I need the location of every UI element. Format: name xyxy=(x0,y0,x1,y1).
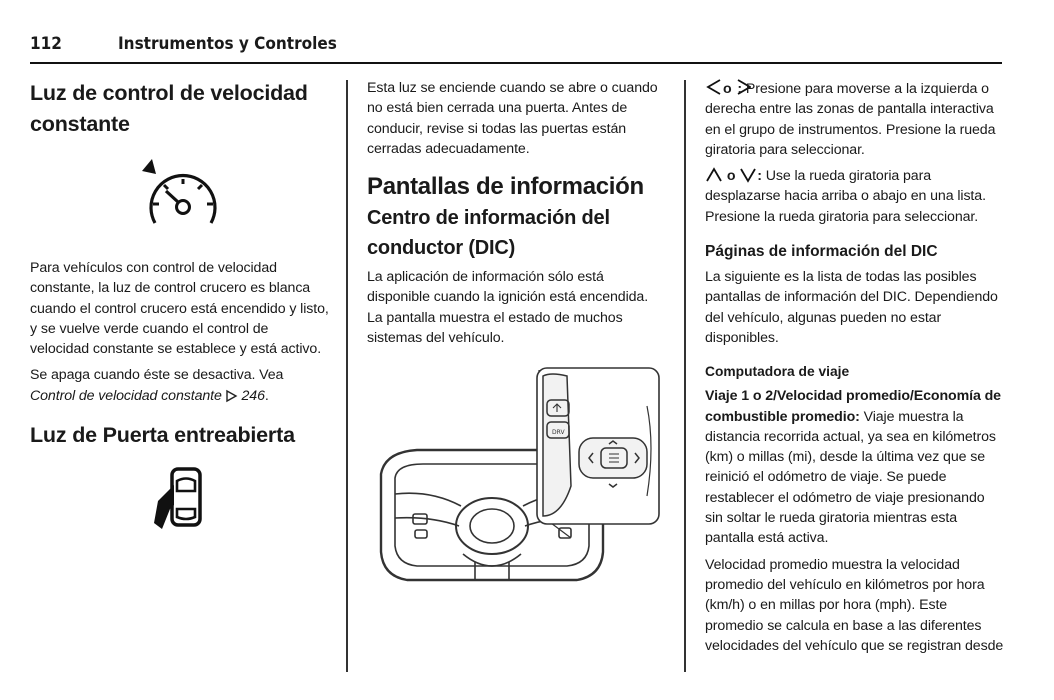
column-left xyxy=(30,78,330,551)
up-arrow-icon xyxy=(705,167,723,183)
dic-pages-paragraph: La siguiente es la lista de todas las posibles pantallas de información del DIC. Dependiendo del vehículo, algunas pueden no estar disponibles. xyxy=(705,269,998,346)
up-down-or: o xyxy=(726,168,736,185)
cruise-icon-area xyxy=(30,140,330,258)
dic-heading: Centro de información del conductor (DIC) xyxy=(367,207,610,260)
door-ajar-icon xyxy=(150,465,206,535)
dic-pages-heading: Páginas de información del DIC xyxy=(705,243,938,261)
page-header xyxy=(30,30,1002,64)
left-right-colon: : xyxy=(737,81,743,97)
trip-label: Viaje 1 o 2/Velocidad promedio/Economía de combustible promedio: xyxy=(705,388,1001,425)
door-icon-area xyxy=(30,451,330,551)
cruise-light-heading: Luz de control de velocidad constante xyxy=(30,81,308,136)
svg-text:DRV: DRV xyxy=(552,429,565,436)
door-ajar-heading: Luz de Puerta entreabierta xyxy=(30,423,295,448)
column-middle xyxy=(367,78,662,436)
down-arrow-icon xyxy=(739,167,757,183)
steering-wheel-illustration xyxy=(371,366,663,598)
cruise-control-icon xyxy=(138,157,218,233)
column-divider-2 xyxy=(684,80,686,672)
trip-text: Viaje muestra la distancia recorrida actual, ya sea en kilómetros (km) o millas (mi), desde la última vez que se reinició el odómetro de viaje. Se puede restablecer el odómetro de viaje presionando sin soltar le rueda giratoria mientras esta pantalla está activa. xyxy=(705,408,996,547)
page-reference-icon xyxy=(226,389,238,403)
average-speed-paragraph: Velocidad promedio muestra la velocidad promedio del vehículo en kilómetros por hora (km/h) o en millas por hora (mph). Este promedio se calcula en base a las diferentes velocidades del vehículo que se registran desde xyxy=(705,556,1004,654)
up-down-text: Use la rueda giratoria para desplazarse hacia arriba o abajo en una lista. Presione la rueda giratoria para seleccionar. xyxy=(705,168,986,225)
cruise-control-xref-link[interactable]: Control de velocidad constante xyxy=(30,387,222,404)
left-right-paragraph xyxy=(705,78,1005,160)
door-ajar-paragraph: Esta luz se enciende cuando se abre o cuando no está bien cerrada una puerta. Antes de conducir, revise si todas las puertas están cerradas adecuadamente. xyxy=(367,80,658,157)
info-displays-heading: Pantallas de información xyxy=(367,173,644,201)
column-divider-1 xyxy=(346,80,348,672)
column-right xyxy=(705,78,1005,656)
cruise-off-end: . xyxy=(264,387,269,404)
cruise-light-paragraph: Para vehículos con control de velocidad constante, la luz de control crucero es blanca cuando el control crucero está encendido y listo, y se vuelve verde cuando el control de velocidad constante se establece y está activo. xyxy=(30,260,329,358)
left-right-text: Presione para moverse a la izquierda o derecha entre las zonas de pantalla interactiva en el grupo de instrumentos. Presione la rueda giratoria para seleccionar. xyxy=(705,81,996,158)
up-down-colon: : xyxy=(757,168,762,185)
cruise-off-paragraph xyxy=(30,365,330,406)
dic-paragraph: La aplicación de información sólo está disponible cuando la ignición está encendida. La pantalla muestra el estado de muchos sistemas del vehículo. xyxy=(367,269,649,347)
up-down-paragraph xyxy=(705,166,1005,227)
cruise-off-text: Se apaga cuando éste se desactiva. Vea xyxy=(30,367,284,384)
section-title: Instrumentos y Controles xyxy=(118,34,337,54)
trip-paragraph xyxy=(705,386,1005,548)
cruise-control-xref-page[interactable]: 246 xyxy=(241,387,265,404)
left-right-or: o xyxy=(723,81,732,97)
page-number: 112 xyxy=(30,34,62,54)
trip-computer-heading: Computadora de viaje xyxy=(705,364,850,380)
